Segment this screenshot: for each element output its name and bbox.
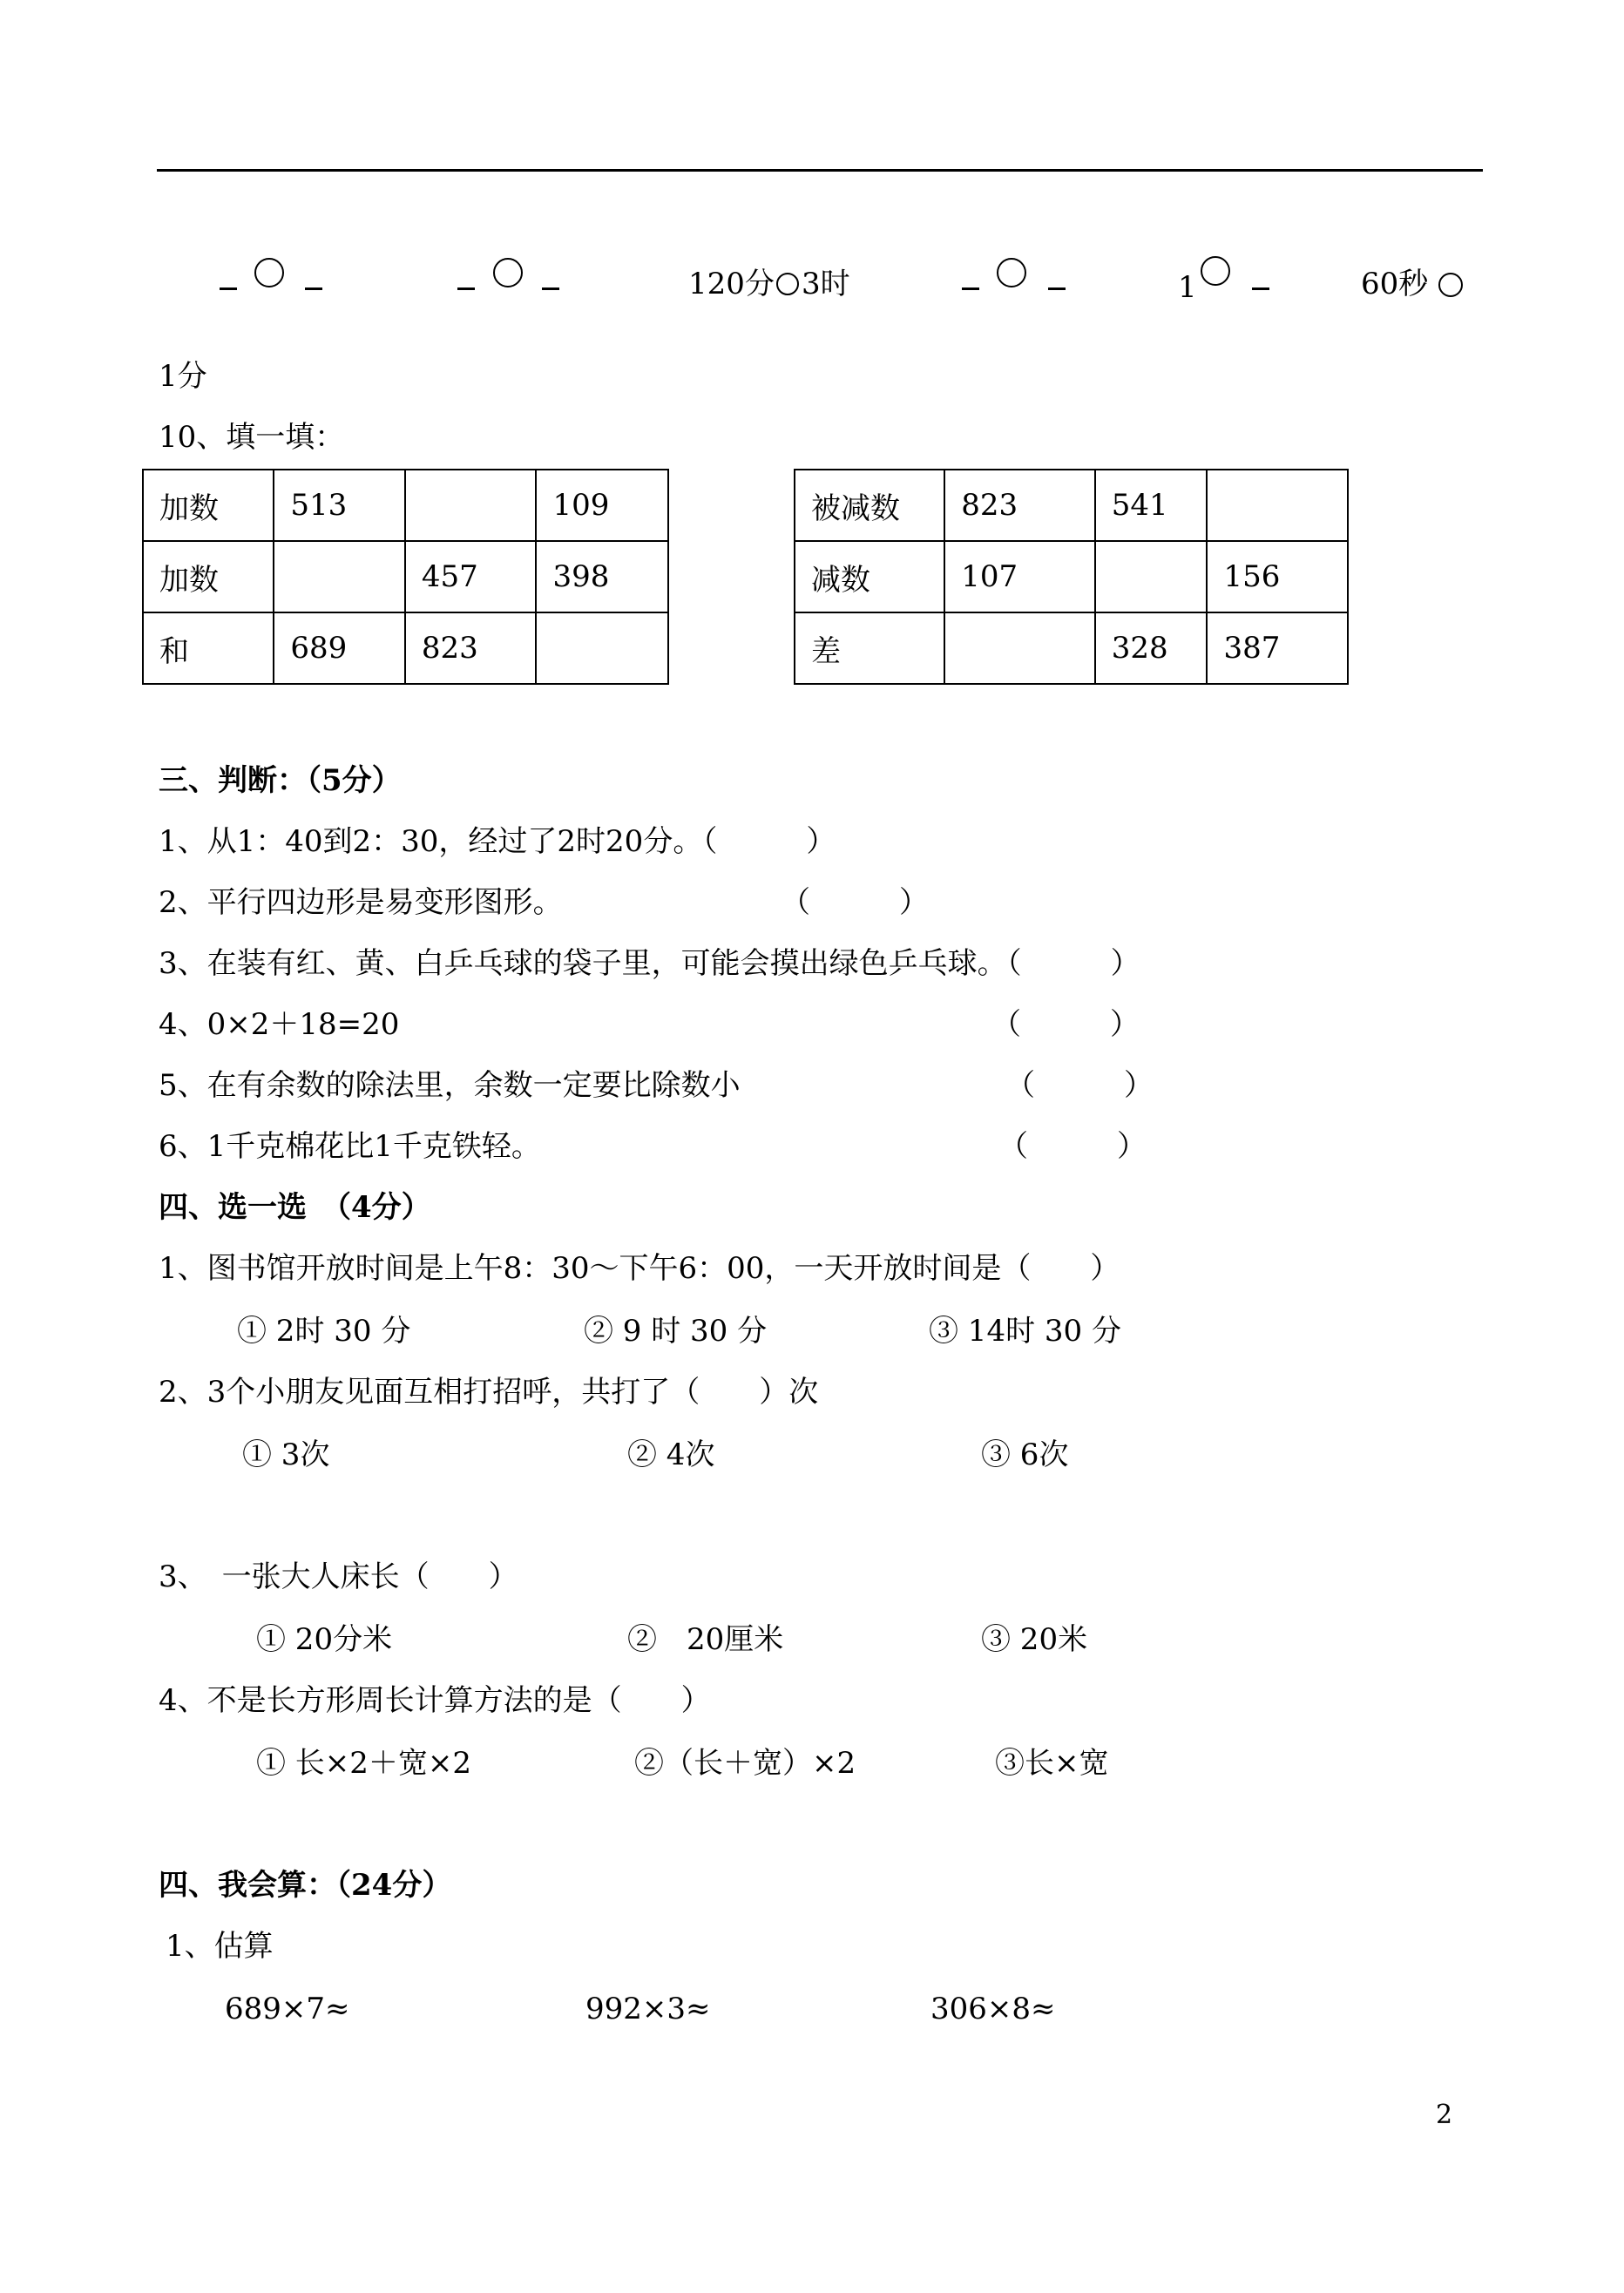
- question-10-title: 10、填一填：: [159, 420, 345, 455]
- table-cell: 689: [274, 612, 405, 684]
- blank: [962, 287, 979, 290]
- compare-circle[interactable]: [254, 258, 284, 287]
- table-cell: 107: [944, 541, 1094, 612]
- blank: [1048, 287, 1066, 290]
- blank: [1252, 287, 1269, 290]
- addition-table: [142, 469, 669, 685]
- table-cell: 398: [536, 541, 668, 612]
- table-cell: 823: [944, 470, 1094, 541]
- table-row: [795, 541, 1348, 612]
- choice-option[interactable]: ② 9 时 30 分: [584, 1314, 768, 1349]
- table-cell: 减数: [795, 541, 944, 612]
- compare-circle[interactable]: [997, 258, 1026, 287]
- table-cell: 109: [536, 470, 668, 541]
- table-row: [795, 612, 1348, 684]
- compare-circle[interactable]: [776, 273, 799, 295]
- choice-option[interactable]: ③ 20米: [981, 1622, 1088, 1657]
- table-cell-blank[interactable]: [1207, 470, 1348, 541]
- answer-bracket[interactable]: （ ）: [1005, 1068, 1154, 1103]
- table-cell-blank[interactable]: [536, 612, 668, 684]
- judge-item-5: 5、在有余数的除法里，余数一定要比除数小: [159, 1068, 741, 1103]
- compare-left-text: 60秒: [1361, 267, 1429, 301]
- blank: [542, 287, 559, 290]
- estimate-heading: 1、估算: [166, 1929, 274, 1964]
- choice-option[interactable]: ③长×宽: [995, 1746, 1109, 1781]
- blank: [457, 287, 475, 290]
- choice-option[interactable]: ① 2时 30 分: [237, 1314, 411, 1349]
- estimate-problem: 306×8≈: [930, 1992, 1056, 2026]
- table-cell: 被减数: [795, 470, 944, 541]
- choice-question-3: 3、 一张大人床长（ ）: [159, 1559, 518, 1594]
- judge-item-3: 3、在装有红、黄、白乒乓球的袋子里，可能会摸出绿色乒乓球。（ ）: [159, 946, 1140, 981]
- compare-right-text: 3时: [802, 267, 850, 301]
- choice-question-1: 1、图书馆开放时间是上午8：30～下午6：00，一天开放时间是（ ）: [159, 1251, 1120, 1286]
- section-5-title: 四、我会算：（24分）: [159, 1868, 452, 1903]
- table-cell-blank[interactable]: [405, 470, 537, 541]
- choice-question-4: 4、不是长方形周长计算方法的是（ ）: [159, 1683, 711, 1718]
- choice-option[interactable]: ③ 14时 30 分: [929, 1314, 1121, 1349]
- choice-option[interactable]: ② 4次: [627, 1437, 715, 1472]
- compare-circle[interactable]: [1438, 273, 1463, 297]
- judge-item-2: 2、平行四边形是易变形图形。: [159, 885, 563, 920]
- choice-option[interactable]: ① 3次: [242, 1437, 330, 1472]
- table-cell: 457: [405, 541, 537, 612]
- table-cell: 加数: [143, 470, 274, 541]
- page-number: 2: [1436, 2100, 1453, 2130]
- choice-question-2: 2、3个小朋友见面互相打招呼，共打了（ ）次: [159, 1375, 819, 1410]
- table-cell-blank[interactable]: [1095, 541, 1208, 612]
- judge-item-6: 6、1千克棉花比1千克铁轻。: [159, 1129, 541, 1164]
- table-cell-blank[interactable]: [944, 612, 1094, 684]
- choice-option[interactable]: ② 20厘米: [627, 1622, 784, 1657]
- compare-tail: 1分: [159, 359, 207, 394]
- estimate-problem: 689×7≈: [225, 1992, 350, 2026]
- table-cell: 541: [1095, 470, 1208, 541]
- table-cell: 823: [405, 612, 537, 684]
- table-cell: 156: [1207, 541, 1348, 612]
- header-rule: [157, 169, 1483, 172]
- choice-option[interactable]: ②（长＋宽）×2: [634, 1746, 856, 1781]
- answer-bracket[interactable]: （ ）: [998, 1129, 1147, 1164]
- judge-item-4: 4、0×2＋18=20: [159, 1007, 400, 1042]
- estimate-problem: 992×3≈: [585, 1992, 711, 2026]
- blank: [305, 287, 322, 290]
- table-row: [143, 470, 668, 541]
- choice-option[interactable]: ① 20分米: [256, 1622, 393, 1657]
- compare-circle[interactable]: [493, 258, 523, 287]
- table-cell: 513: [274, 470, 405, 541]
- table-row: [143, 612, 668, 684]
- section-4-title: 四、选一选 （4分）: [159, 1190, 431, 1225]
- blank: [220, 287, 237, 290]
- compare-circle[interactable]: [1201, 256, 1230, 286]
- table-row: [795, 470, 1348, 541]
- table-cell: 328: [1095, 612, 1208, 684]
- section-3-title: 三、判断：（5分）: [159, 763, 402, 798]
- compare-left-text: 120分: [688, 267, 775, 301]
- answer-bracket[interactable]: （ ）: [781, 885, 929, 920]
- judge-item-1: 1、从1：40到2：30，经过了2时20分。（ ）: [159, 824, 836, 859]
- table-cell: 和: [143, 612, 274, 684]
- answer-bracket[interactable]: （ ）: [991, 1007, 1140, 1042]
- table-cell: 387: [1207, 612, 1348, 684]
- table-row: [143, 541, 668, 612]
- choice-option[interactable]: ③ 6次: [981, 1437, 1069, 1472]
- table-cell: 差: [795, 612, 944, 684]
- compare-left-text: 1: [1178, 270, 1197, 305]
- choice-option[interactable]: ① 长×2＋宽×2: [256, 1746, 472, 1781]
- subtraction-table: [794, 469, 1349, 685]
- table-cell-blank[interactable]: [274, 541, 405, 612]
- table-cell: 加数: [143, 541, 274, 612]
